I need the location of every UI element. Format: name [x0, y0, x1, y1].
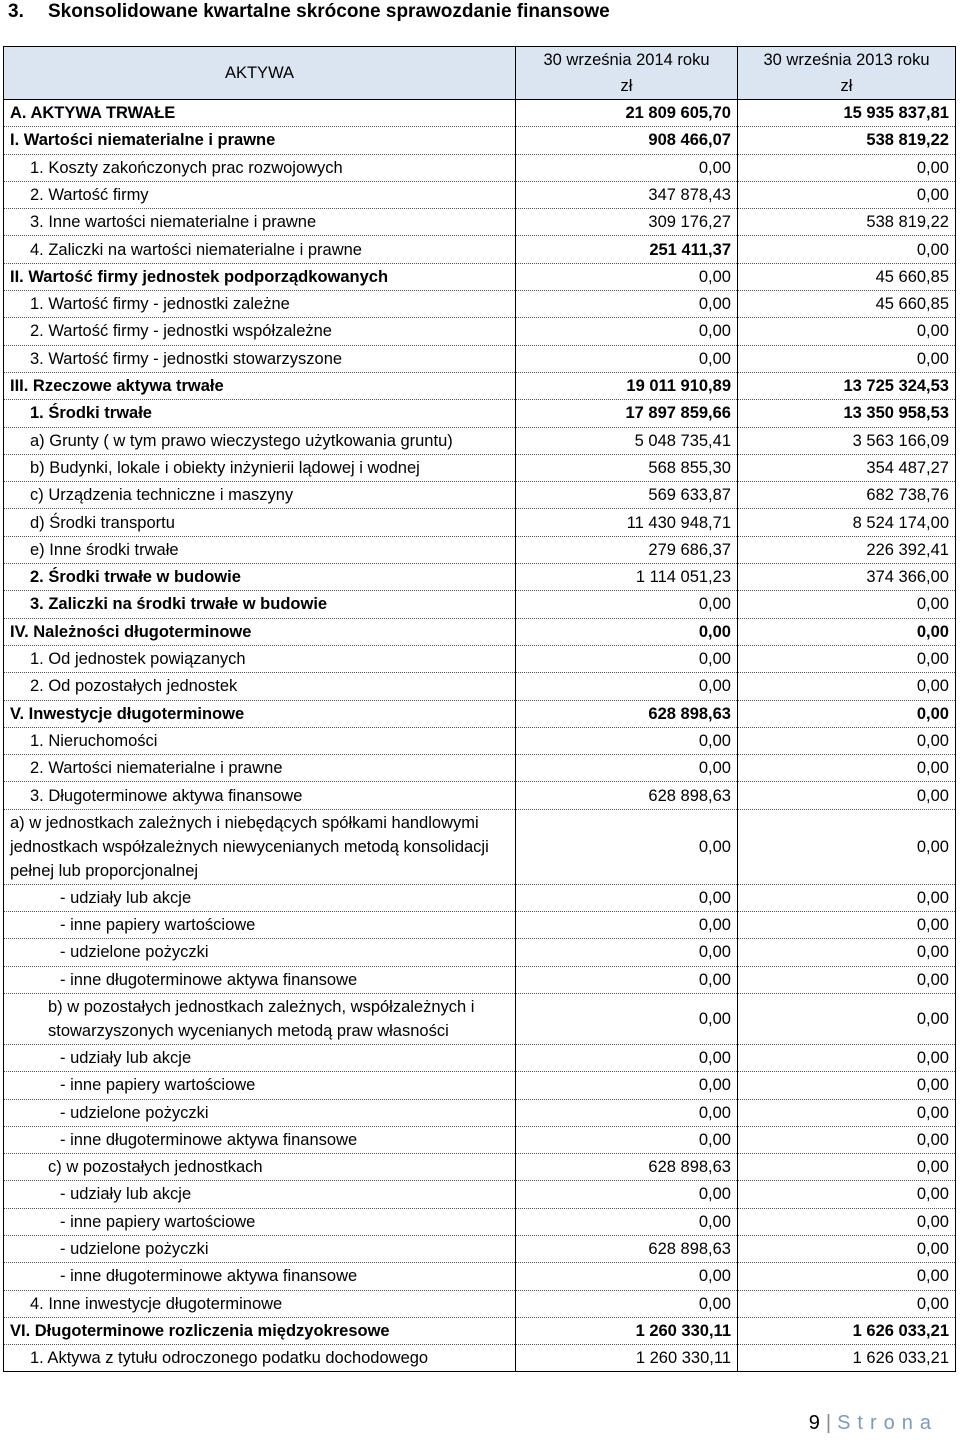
table-row — [4, 884, 956, 911]
value-2013: 0,00 — [738, 673, 956, 700]
row-label: 2. Od pozostałych jednostek — [4, 673, 516, 700]
table-row — [4, 263, 956, 290]
row-label: 4. Zaliczki na wartości niematerialne i prawne — [4, 236, 516, 263]
value-2013: 0,00 — [738, 1126, 956, 1153]
table-row — [4, 154, 956, 181]
value-2014: 1 260 330,11 — [516, 1317, 738, 1344]
table-row — [4, 912, 956, 939]
value-2013: 0,00 — [738, 884, 956, 911]
value-2013: 0,00 — [738, 1263, 956, 1290]
row-label: a) Grunty ( w tym prawo wieczystego użytkowania gruntu) — [4, 427, 516, 454]
value-2014: 0,00 — [516, 993, 738, 1044]
value-2014: 251 411,37 — [516, 236, 738, 263]
row-label: 2. Środki trwałe w budowie — [4, 564, 516, 591]
value-2013: 1 626 033,21 — [738, 1345, 956, 1372]
row-label: a) w jednostkach zależnych i niebędących spółkami handlowymi jednostkach współzależnych niewycenianych metodą konsolidacji pełnej lub proporcjonalnej — [4, 809, 516, 884]
value-2014: 11 430 948,71 — [516, 509, 738, 536]
value-2013: 0,00 — [738, 912, 956, 939]
row-label: - inne długoterminowe aktywa finansowe — [4, 1263, 516, 1290]
value-2014: 0,00 — [516, 154, 738, 181]
value-2013: 0,00 — [738, 1072, 956, 1099]
table-row — [4, 993, 956, 1044]
value-2014: 0,00 — [516, 1126, 738, 1153]
value-2013: 0,00 — [738, 345, 956, 372]
value-2013: 0,00 — [738, 1290, 956, 1317]
value-2013: 45 660,85 — [738, 263, 956, 290]
value-2014: 0,00 — [516, 263, 738, 290]
table-row — [4, 700, 956, 727]
row-label: 2. Wartości niematerialne i prawne — [4, 755, 516, 782]
row-label: - udzielone pożyczki — [4, 1099, 516, 1126]
row-label: 1. Środki trwałe — [4, 400, 516, 427]
value-2013: 0,00 — [738, 939, 956, 966]
value-2013: 538 819,22 — [738, 127, 956, 154]
value-2013: 374 366,00 — [738, 564, 956, 591]
row-label: c) Urządzenia techniczne i maszyny — [4, 482, 516, 509]
row-label: - inne długoterminowe aktywa finansowe — [4, 1126, 516, 1153]
value-2014: 5 048 735,41 — [516, 427, 738, 454]
value-2013: 682 738,76 — [738, 482, 956, 509]
value-2014: 0,00 — [516, 966, 738, 993]
row-label: 1. Aktywa z tytułu odroczonego podatku dochodowego — [4, 1345, 516, 1372]
value-2013: 3 563 166,09 — [738, 427, 956, 454]
header-col-2014 — [516, 47, 738, 100]
value-2014: 628 898,63 — [516, 1154, 738, 1181]
value-2013: 0,00 — [738, 727, 956, 754]
row-label: 3. Wartość firmy - jednostki stowarzyszone — [4, 345, 516, 372]
row-label: - udzielone pożyczki — [4, 1235, 516, 1262]
value-2014: 279 686,37 — [516, 536, 738, 563]
table-row — [4, 345, 956, 372]
footer-page-word: Strona — [837, 1412, 938, 1434]
table-row — [4, 482, 956, 509]
row-label: - udziały lub akcje — [4, 884, 516, 911]
row-label: VI. Długoterminowe rozliczenia międzyokresowe — [4, 1317, 516, 1344]
value-2013: 0,00 — [738, 1181, 956, 1208]
row-label: 4. Inne inwestycje długoterminowe — [4, 1290, 516, 1317]
value-2014: 0,00 — [516, 1099, 738, 1126]
table-row — [4, 181, 956, 208]
table-row — [4, 673, 956, 700]
table-row — [4, 1126, 956, 1153]
section-title: Skonsolidowane kwartalne skrócone sprawozdanie finansowe — [48, 1, 610, 22]
value-2014: 628 898,63 — [516, 700, 738, 727]
value-2014: 0,00 — [516, 645, 738, 672]
table-row — [4, 1263, 956, 1290]
value-2013: 0,00 — [738, 1044, 956, 1071]
value-2014: 0,00 — [516, 1072, 738, 1099]
table-row — [4, 1099, 956, 1126]
value-2013: 15 935 837,81 — [738, 100, 956, 127]
table-row — [4, 1208, 956, 1235]
value-2014: 0,00 — [516, 345, 738, 372]
table-row — [4, 1044, 956, 1071]
value-2014: 0,00 — [516, 1208, 738, 1235]
row-label: b) w pozostałych jednostkach zależnych, współzależnych i stowarzyszonych wycenianych metodą praw własności — [4, 993, 516, 1044]
table-row — [4, 591, 956, 618]
value-2013: 0,00 — [738, 1235, 956, 1262]
table-row — [4, 1290, 956, 1317]
value-2013: 0,00 — [738, 591, 956, 618]
value-2014: 0,00 — [516, 939, 738, 966]
table-row — [4, 1345, 956, 1372]
value-2014: 0,00 — [516, 727, 738, 754]
value-2014: 1 260 330,11 — [516, 1345, 738, 1372]
value-2014: 0,00 — [516, 318, 738, 345]
value-2013: 1 626 033,21 — [738, 1317, 956, 1344]
table-row — [4, 1181, 956, 1208]
value-2014: 0,00 — [516, 591, 738, 618]
row-label: - inne długoterminowe aktywa finansowe — [4, 966, 516, 993]
value-2013: 0,00 — [738, 993, 956, 1044]
row-label: III. Rzeczowe aktywa trwałe — [4, 372, 516, 399]
value-2013: 0,00 — [738, 236, 956, 263]
table-row — [4, 782, 956, 809]
value-2013: 0,00 — [738, 755, 956, 782]
row-label: 1. Od jednostek powiązanych — [4, 645, 516, 672]
table-row — [4, 236, 956, 263]
value-2014: 0,00 — [516, 673, 738, 700]
value-2014: 628 898,63 — [516, 782, 738, 809]
row-label: - inne papiery wartościowe — [4, 1072, 516, 1099]
page-number: 9 — [808, 1412, 820, 1434]
header-label: AKTYWA — [4, 47, 516, 100]
row-label: 1. Wartość firmy - jednostki zależne — [4, 291, 516, 318]
table-row — [4, 1235, 956, 1262]
table-row — [4, 727, 956, 754]
section-heading — [8, 0, 610, 28]
value-2014: 0,00 — [516, 1181, 738, 1208]
table-row — [4, 755, 956, 782]
page-footer — [809, 1408, 938, 1438]
row-label: 1. Nieruchomości — [4, 727, 516, 754]
value-2013: 0,00 — [738, 700, 956, 727]
table-row — [4, 400, 956, 427]
value-2014: 19 011 910,89 — [516, 372, 738, 399]
table-row — [4, 1317, 956, 1344]
row-label: 3. Zaliczki na środki trwałe w budowie — [4, 591, 516, 618]
value-2014: 17 897 859,66 — [516, 400, 738, 427]
row-label: - udziały lub akcje — [4, 1044, 516, 1071]
row-label: c) w pozostałych jednostkach — [4, 1154, 516, 1181]
value-2014: 0,00 — [516, 1263, 738, 1290]
table-row — [4, 100, 956, 127]
value-2014: 0,00 — [516, 755, 738, 782]
row-label: IV. Należności długoterminowe — [4, 618, 516, 645]
value-2014: 1 114 051,23 — [516, 564, 738, 591]
value-2014: 347 878,43 — [516, 181, 738, 208]
value-2014: 568 855,30 — [516, 454, 738, 481]
row-label: - inne papiery wartościowe — [4, 912, 516, 939]
row-label: I. Wartości niematerialne i prawne — [4, 127, 516, 154]
value-2013: 0,00 — [738, 645, 956, 672]
header-col-2014-date: 30 września 2014 roku — [543, 51, 710, 69]
value-2013: 0,00 — [738, 1208, 956, 1235]
value-2014: 309 176,27 — [516, 209, 738, 236]
value-2013: 0,00 — [738, 809, 956, 884]
row-label: b) Budynki, lokale i obiekty inżynierii lądowej i wodnej — [4, 454, 516, 481]
value-2014: 0,00 — [516, 912, 738, 939]
table-header-row — [4, 47, 956, 100]
table-row — [4, 127, 956, 154]
row-label: A. AKTYWA TRWAŁE — [4, 100, 516, 127]
value-2014: 908 466,07 — [516, 127, 738, 154]
value-2014: 0,00 — [516, 291, 738, 318]
value-2014: 0,00 — [516, 1290, 738, 1317]
value-2013: 354 487,27 — [738, 454, 956, 481]
row-label: V. Inwestycje długoterminowe — [4, 700, 516, 727]
value-2014: 21 809 605,70 — [516, 100, 738, 127]
value-2013: 0,00 — [738, 154, 956, 181]
value-2013: 0,00 — [738, 782, 956, 809]
table-row — [4, 966, 956, 993]
value-2013: 13 725 324,53 — [738, 372, 956, 399]
assets-table — [3, 46, 956, 1372]
table-row — [4, 427, 956, 454]
value-2013: 45 660,85 — [738, 291, 956, 318]
table-row — [4, 809, 956, 884]
value-2013: 13 350 958,53 — [738, 400, 956, 427]
value-2013: 0,00 — [738, 181, 956, 208]
value-2013: 226 392,41 — [738, 536, 956, 563]
table-row — [4, 939, 956, 966]
table-row — [4, 209, 956, 236]
table-row — [4, 564, 956, 591]
row-label: 3. Inne wartości niematerialne i prawne — [4, 209, 516, 236]
table-row — [4, 372, 956, 399]
table-row — [4, 291, 956, 318]
value-2013: 538 819,22 — [738, 209, 956, 236]
value-2014: 0,00 — [516, 618, 738, 645]
table-row — [4, 318, 956, 345]
row-label: 1. Koszty zakończonych prac rozwojowych — [4, 154, 516, 181]
row-label: e) Inne środki trwałe — [4, 536, 516, 563]
header-col-2013-date: 30 września 2013 roku — [763, 51, 930, 69]
table-row — [4, 645, 956, 672]
table-row — [4, 618, 956, 645]
value-2014: 0,00 — [516, 1044, 738, 1071]
row-label: - udziały lub akcje — [4, 1181, 516, 1208]
section-number: 3. — [8, 1, 24, 22]
header-col-2014-unit: zł — [620, 77, 633, 95]
row-label: d) Środki transportu — [4, 509, 516, 536]
value-2013: 0,00 — [738, 618, 956, 645]
header-col-2013 — [738, 47, 956, 100]
value-2013: 0,00 — [738, 1154, 956, 1181]
table-row — [4, 1072, 956, 1099]
table-row — [4, 536, 956, 563]
value-2013: 0,00 — [738, 1099, 956, 1126]
row-label: 3. Długoterminowe aktywa finansowe — [4, 782, 516, 809]
value-2013: 0,00 — [738, 318, 956, 345]
header-col-2013-unit: zł — [840, 77, 853, 95]
value-2013: 8 524 174,00 — [738, 509, 956, 536]
footer-separator: | — [825, 1412, 832, 1434]
value-2014: 628 898,63 — [516, 1235, 738, 1262]
row-label: 2. Wartość firmy - jednostki współzależne — [4, 318, 516, 345]
row-label: - inne papiery wartościowe — [4, 1208, 516, 1235]
table-row — [4, 454, 956, 481]
value-2013: 0,00 — [738, 966, 956, 993]
row-label: 2. Wartość firmy — [4, 181, 516, 208]
value-2014: 569 633,87 — [516, 482, 738, 509]
row-label: II. Wartość firmy jednostek podporządkowanych — [4, 263, 516, 290]
row-label: - udzielone pożyczki — [4, 939, 516, 966]
table-row — [4, 509, 956, 536]
value-2014: 0,00 — [516, 809, 738, 884]
table-row — [4, 1154, 956, 1181]
value-2014: 0,00 — [516, 884, 738, 911]
